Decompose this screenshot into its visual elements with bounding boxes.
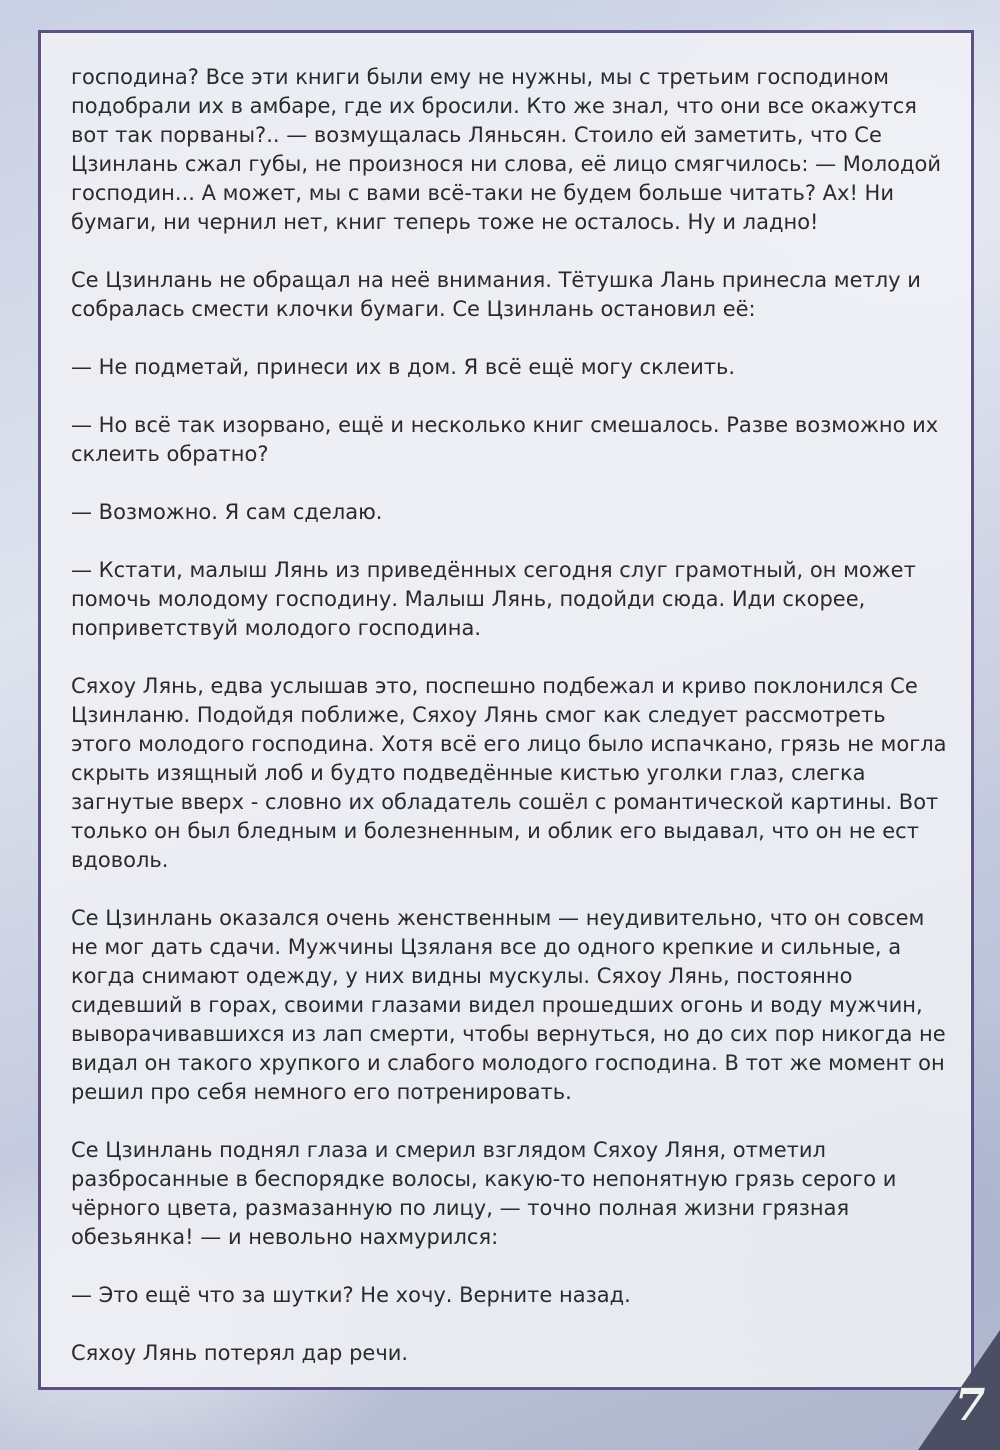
page-frame [38,30,974,1390]
paragraph: Се Цзинлань поднял глаза и смерил взглядом Сяхоу Ляня, отметил разбросанные в беспорядке волосы, какую-то непонятную грязь серого и чёрного цвета, размазанную по лицу, — точно полная жизни грязная обезьянка! — и невольно нахмурился: [71,1138,897,1249]
paragraph: — Возможно. Я сам сделаю. [71,500,383,524]
paragraph: Се Цзинлань оказался очень женственным — неудивительно, что он совсем не мог дать сдачи. Мужчины Цзяланя все до одного крепкие и сильные, а когда снимают одежду, у них видны мускулы. Сяхоу Лянь, постоянно сидевший в горах, своими глазами видел прошедших огонь и воду мужчин, выворачивавшихся из лап смерти, чтобы вернуться, но до сих пор никогда не видал он такого хрупкого и слабого молодого господина. В тот же момент он решил про себя немного его потренировать. [71,906,946,1104]
page-number: 7 [954,1380,986,1431]
paragraph: Се Цзинлань не обращал на неё внимания. Тётушка Лань принесла метлу и собралась смести клочки бумаги. Се Цзинлань остановил её: [71,268,921,321]
paragraph: — Не подметай, принеси их в дом. Я всё ещё могу склеить. [71,355,736,379]
paragraph: господина? Все эти книги были ему не нужны, мы с третьим господином подобрали их в амбаре, где их бросили. Кто же знал, что они все окажутся вот так порваны?.. — возмущалась Ляньсян. Стоило ей заметить, что Се Цзинлань сжал губы, не произнося ни слова, её лицо смягчилось: — Молодой господин... А может, мы с вами всё-таки не будем больше читать? Ах! Ни бумаги, ни чернил нет, книг теперь тоже не осталось. Ну и ладно! [71,65,942,234]
paragraph: — Это ещё что за шутки? Не хочу. Верните назад. [71,1283,631,1307]
paragraph: — Но всё так изорвано, ещё и несколько книг смешалось. Разве возможно их склеить обратно? [71,413,939,466]
paragraph: — Кстати, малыш Лянь из приведённых сегодня слуг грамотный, он может помочь молодому господину. Малыш Лянь, подойди сюда. Иди скорее, поприветствуй молодого господина. [71,558,916,640]
text-body [71,63,951,1368]
paragraph: Сяхоу Лянь, едва услышав это, поспешно подбежал и криво поклонился Се Цзинланю. Подойдя поближе, Сяхоу Лянь смог как следует рассмотреть этого молодого господина. Хотя всё его лицо было испачкано, грязь не могла скрыть изящный лоб и будто подведённые кистью уголки глаз, слегка загнутые вверх - словно их обладатель сошёл с романтической картины. Вот только он был бледным и болезненным, и облик его выдавал, что он не ест вдоволь. [71,674,947,872]
paragraph: Сяхоу Лянь потерял дар речи. [71,1341,409,1365]
